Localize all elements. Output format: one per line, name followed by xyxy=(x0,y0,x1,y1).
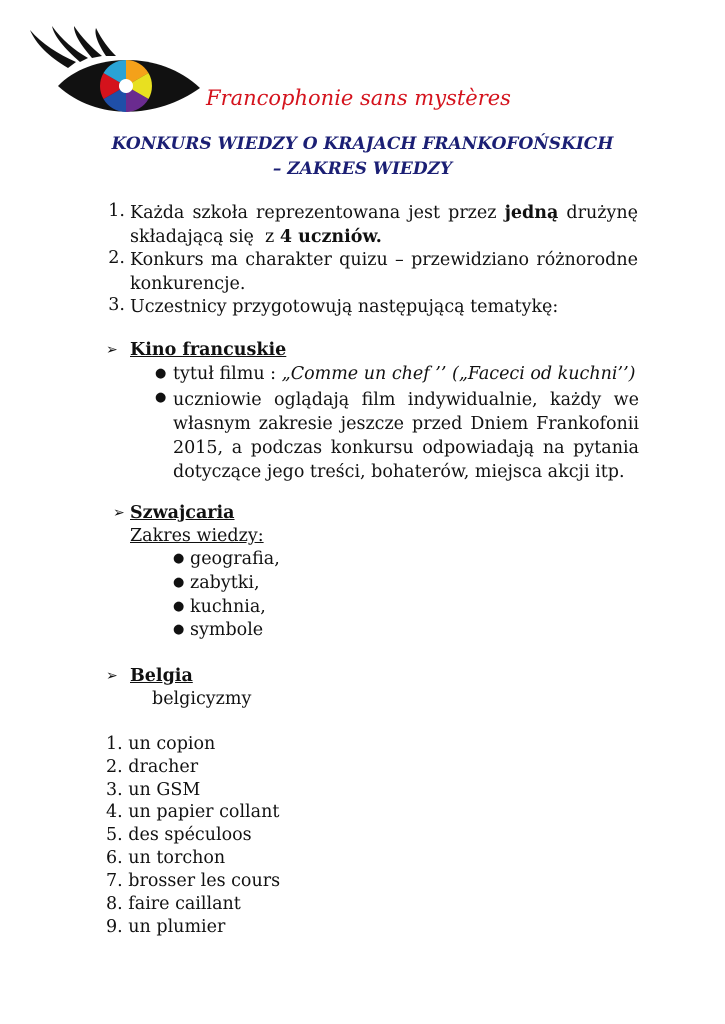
bullet-dot-icon: ● xyxy=(173,551,185,566)
bullet-dot-icon: ● xyxy=(173,575,185,590)
list-item: 3. un GSM xyxy=(106,780,201,800)
list-item: 5. des spéculoos xyxy=(106,825,252,845)
kino-film-line: tytuł filmu : „Comme un chef ’’ („Faceci od kuchni’’) xyxy=(173,364,636,384)
intro-item-1-line-2: składającą się z 4 uczniów. xyxy=(130,227,382,247)
kino-desc-line-4: dotyczące jego treści, bohaterów, miejsca akcji itp. xyxy=(173,462,625,482)
intro-item-2 xyxy=(130,248,638,296)
intro-item-3 xyxy=(130,295,638,319)
kino-description xyxy=(173,388,639,484)
intro-item-2-line-2: konkurencje. xyxy=(130,274,246,294)
list-item: 9. un plumier xyxy=(106,917,226,937)
list-item: 6. un torchon xyxy=(106,848,226,868)
bullet-dot-icon: ● xyxy=(155,390,167,405)
list-item: 2. dracher xyxy=(106,757,199,777)
arrow-bullet-icon: ➢ xyxy=(106,342,118,358)
brand-title: Francophonie sans mystères xyxy=(206,86,511,110)
kino-heading: Kino francuskie xyxy=(130,340,287,360)
bullet-dot-icon: ● xyxy=(173,599,185,614)
intro-number-1: 1. xyxy=(108,201,125,221)
arrow-bullet-icon: ➢ xyxy=(113,505,125,521)
document-subtitle: – ZAKRES WIEDZY xyxy=(272,159,453,179)
kino-desc-line-3: 2015, a podczas konkursu odpowiadają na pytania xyxy=(173,438,639,458)
list-item: 8. faire caillant xyxy=(106,894,241,914)
kino-desc-line-1: uczniowie oglądają film indywidualnie, każdy we xyxy=(173,390,639,410)
szwajcaria-item-1: geografia, xyxy=(190,549,280,569)
document-title: KONKURS WIEDZY O KRAJACH FRANKOFOŃSKICH xyxy=(111,134,614,154)
intro-item-1 xyxy=(130,201,638,249)
belgia-heading: Belgia xyxy=(130,666,193,686)
eye-logo-icon xyxy=(28,26,203,126)
szwajcaria-heading: Szwajcaria xyxy=(130,503,235,523)
szwajcaria-item-4: symbole xyxy=(190,620,264,640)
intro-number-3: 3. xyxy=(108,295,125,315)
intro-number-2: 2. xyxy=(108,248,125,268)
kino-desc-line-2: własnym zakresie jeszcze przed Dniem Frankofonii xyxy=(173,414,639,434)
list-item: 1. un copion xyxy=(106,734,216,754)
intro-item-2-line-1: Konkurs ma charakter quizu – przewidziano różnorodne xyxy=(130,250,638,270)
szwajcaria-item-2: zabytki, xyxy=(190,573,260,593)
szwajcaria-item-3: kuchnia, xyxy=(190,597,266,617)
intro-item-3-line-1: Uczestnicy przygotowują następującą tematykę: xyxy=(130,297,559,317)
list-item: 7. brosser les cours xyxy=(106,871,281,891)
belgia-subtitle: belgicyzmy xyxy=(152,689,252,709)
arrow-bullet-icon: ➢ xyxy=(106,668,118,684)
bullet-dot-icon: ● xyxy=(155,366,167,381)
bullet-dot-icon: ● xyxy=(173,622,185,637)
szwajcaria-scope-label: Zakres wiedzy: xyxy=(130,526,264,546)
intro-item-1-line-1: Każda szkoła reprezentowana jest przez jedną drużynę xyxy=(130,203,638,223)
list-item: 4. un papier collant xyxy=(106,802,280,822)
